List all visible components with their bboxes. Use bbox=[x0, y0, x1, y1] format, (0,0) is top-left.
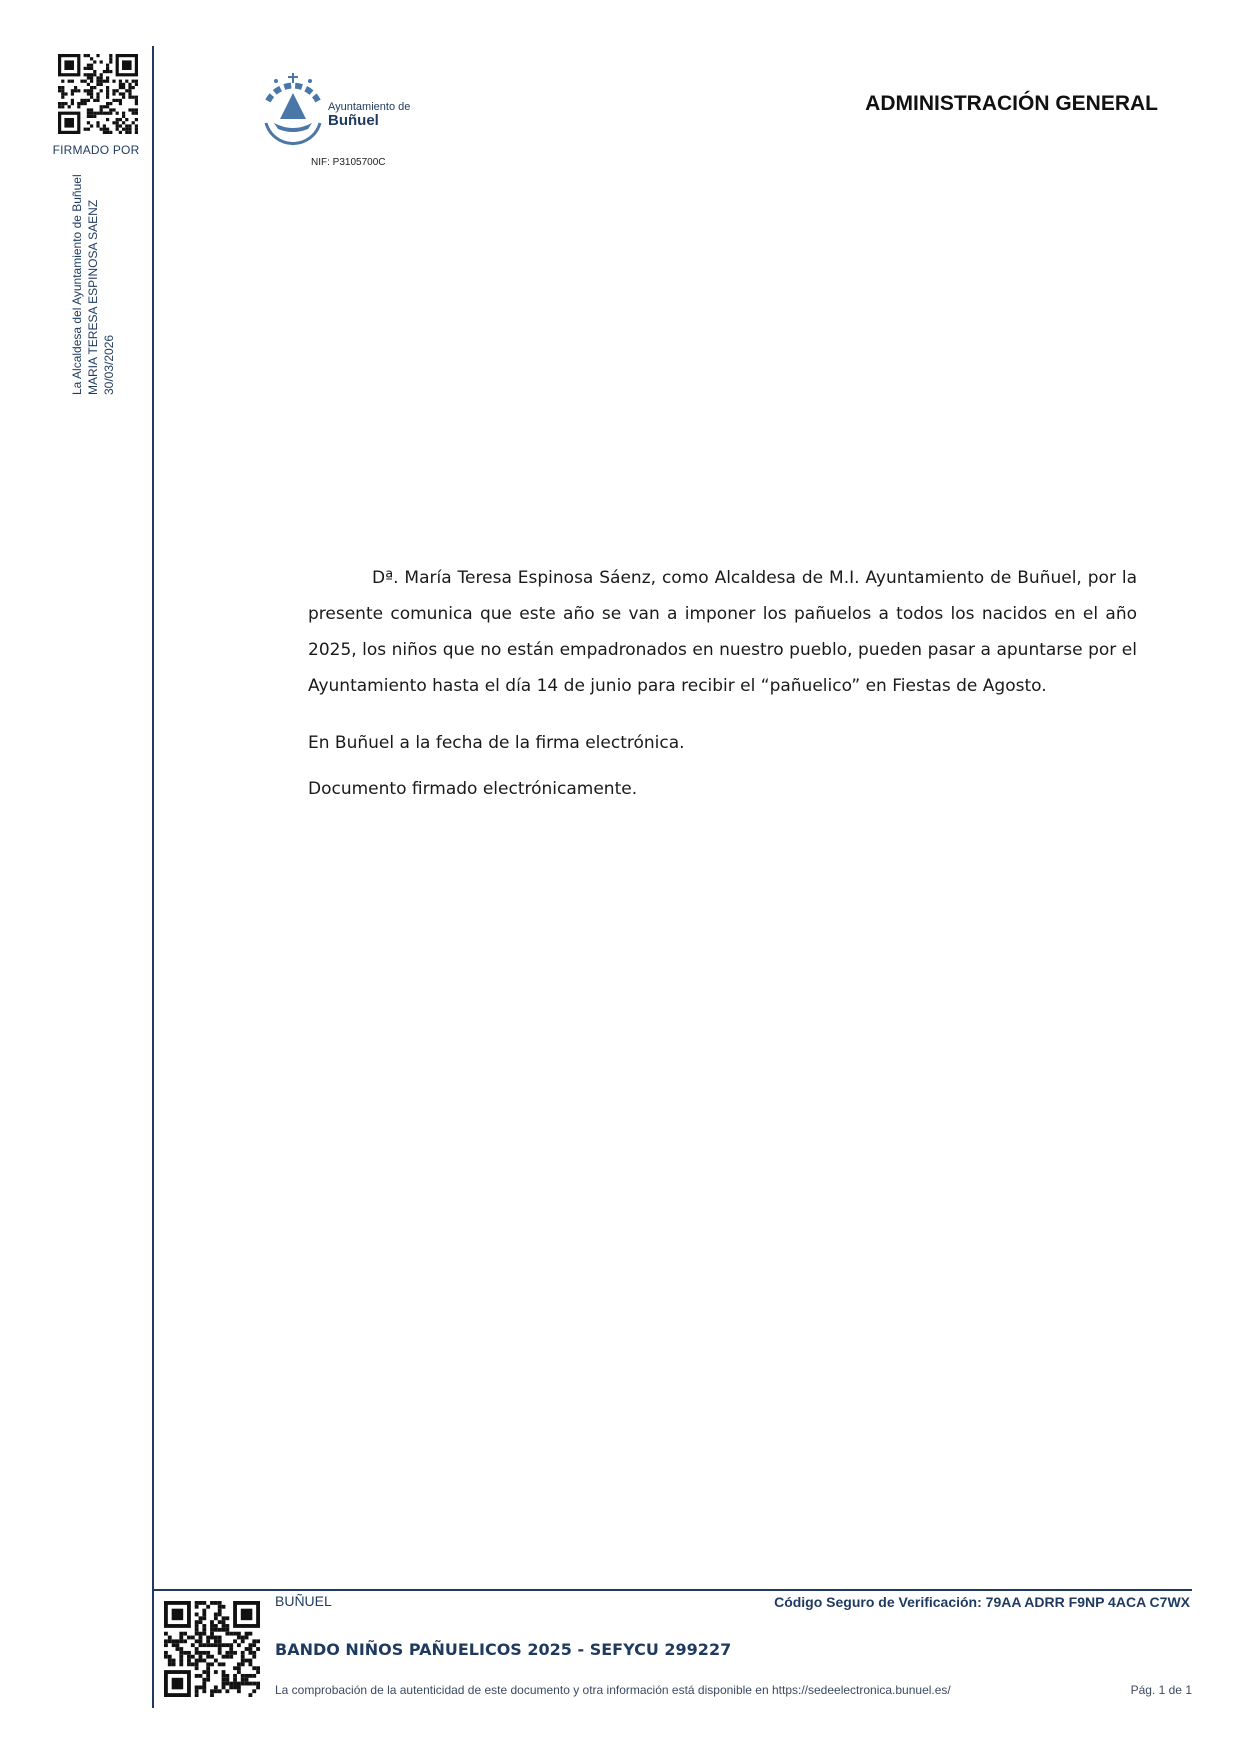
signed-note: Documento firmado electrónicamente. bbox=[308, 779, 638, 799]
place-date-line: En Buñuel a la fecha de la firma electrónica. bbox=[308, 733, 685, 753]
footer-entity: BUÑUEL bbox=[275, 1593, 332, 1609]
verification-code: Código Seguro de Verificación: 79AA ADRR F9NP 4ACA C7WX bbox=[774, 1594, 1190, 1610]
nif-label: NIF: P3105700C bbox=[311, 157, 386, 168]
sign-date: 30/03/2026 bbox=[102, 334, 116, 395]
signer-role: La Alcaldesa del Ayuntamiento de Buñuel bbox=[70, 174, 84, 395]
bunuel-logo-icon bbox=[258, 71, 328, 153]
signed-by-label: FIRMADO POR bbox=[52, 143, 140, 157]
qr-code-icon bbox=[58, 54, 138, 134]
signer-name: MARIA TERESA ESPINOSA SAENZ bbox=[86, 199, 100, 395]
document-title: BANDO NIÑOS PAÑUELICOS 2025 - SEFYCU 299227 bbox=[275, 1640, 732, 1659]
page-number: Pág. 1 de 1 bbox=[1130, 1683, 1192, 1697]
qr-code-icon bbox=[164, 1601, 260, 1697]
footer-rule bbox=[152, 1589, 1192, 1591]
logo-line2: Buñuel bbox=[328, 112, 379, 129]
main-paragraph: Dª. María Teresa Espinosa Sáenz, como Alcaldesa de M.I. Ayuntamiento de Buñuel, por la presente comunica que este año se van a imponer los pañuelos a todos los nacidos en el año 2025, los niños que no están empadronados en nuestro pueblo, pueden pasar a apuntarse por el Ayuntamiento hasta el día 14 de junio para recibir el “pañuelico” en Fiestas de Agosto. bbox=[308, 568, 1137, 696]
logo-line1: Ayuntamiento de bbox=[328, 101, 411, 113]
department-title: ADMINISTRACIÓN GENERAL bbox=[865, 92, 1158, 115]
left-margin-rule bbox=[152, 46, 154, 1708]
document-body bbox=[308, 560, 1137, 801]
signature-block bbox=[68, 165, 128, 395]
verification-note: La comprobación de la autenticidad de este documento y otra información está disponible en https://sedeelectronica.bunuel.es/ bbox=[275, 1683, 951, 1697]
